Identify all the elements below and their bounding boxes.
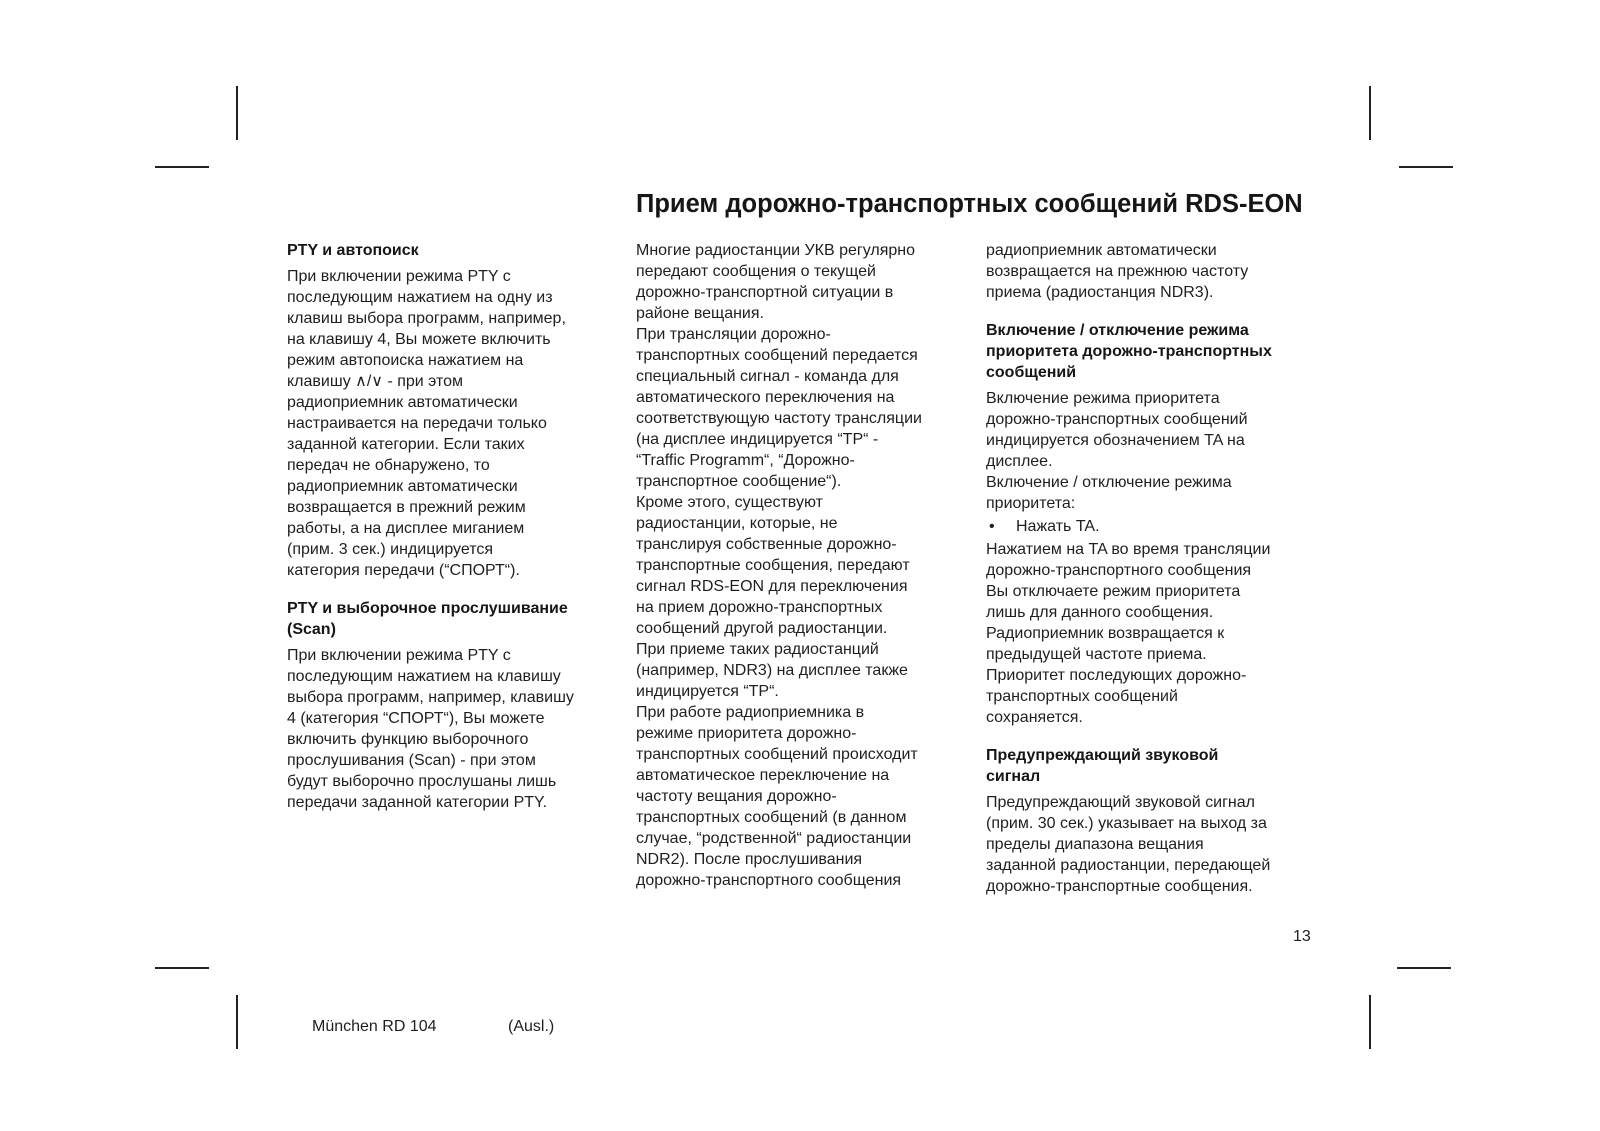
section-heading-ta-priority <box>986 320 1326 383</box>
text-line: передают сообщения о текущей <box>636 263 876 280</box>
text-line: частоту вещания дорожно- <box>636 788 837 805</box>
text-line: последующим нажатием на клавишу <box>287 668 561 685</box>
text-line: лишь для данного сообщения. <box>986 604 1214 621</box>
text-line: транспортных сообщений <box>986 688 1178 705</box>
text-line: транспортное сообщение“). <box>636 473 842 490</box>
section-heading-warning-signal <box>986 745 1326 787</box>
heading-line: (Scan) <box>287 621 336 638</box>
paragraph-warning-signal <box>986 792 1326 897</box>
paragraph-traffic-info <box>636 240 971 891</box>
text-line: прослушивания (Scan) - при этом <box>287 752 536 769</box>
text-line: настраивается на передачи только <box>287 415 547 432</box>
text-line: на прием дорожно-транспортных <box>636 599 883 616</box>
text-line: 4 (категория “СПОРТ“), Вы можете <box>287 710 545 727</box>
crop-mark-bottom-left-horizontal <box>155 967 209 969</box>
text-line: сообщений другой радиостанции. <box>636 620 888 637</box>
text-line: транспортные сообщения, передают <box>636 557 910 574</box>
crop-mark-bottom-left-vertical <box>236 995 238 1049</box>
text-line: (на дисплее индицируется “TP“ - <box>636 431 879 448</box>
crop-mark-top-right-vertical <box>1369 86 1371 140</box>
text-line: транспортных сообщений передается <box>636 347 918 364</box>
text-line: передачи заданной категории PTY. <box>287 794 548 811</box>
text-line: (прим. 30 сек.) указывает на выход за <box>986 815 1267 832</box>
text-line: специальный сигнал - команда для <box>636 368 899 385</box>
text-line: дорожно-транспортного сообщения <box>986 562 1252 579</box>
text-line: выбора программ, например, клавишу <box>287 689 574 706</box>
text-line: Вы отключаете режим приоритета <box>986 583 1241 600</box>
text-line: Приоритет последующих дорожно- <box>986 667 1247 684</box>
text-line: автоматического переключения на <box>636 389 895 406</box>
text-line: режиме приоритета дорожно- <box>636 725 857 742</box>
text-line: возвращается на прежнюю частоту <box>986 263 1249 280</box>
crop-mark-bottom-right-vertical <box>1369 995 1371 1049</box>
text-line: пределы диапазона вещания <box>986 836 1204 853</box>
text-line: автоматическое переключение на <box>636 767 890 784</box>
text-line: “Traffic Programm“, “Дорожно- <box>636 452 855 469</box>
text-line: Включение режима приоритета <box>986 390 1220 407</box>
text-line: При приеме таких радиостанций <box>636 641 879 658</box>
text-line: индицируется “TP“. <box>636 683 779 700</box>
list-item-text: Нажать TA. <box>1016 518 1100 535</box>
text-line: дорожно-транспортных сообщений <box>986 411 1248 428</box>
text-line: (прим. 3 сек.) индицируется <box>287 541 494 558</box>
text-line: режим автопоиска нажатием на <box>287 352 524 369</box>
text-line: Многие радиостанции УКВ регулярно <box>636 242 916 259</box>
text-line: радиоприемник автоматически <box>287 394 518 411</box>
text-line: транспортных сообщений (в данном <box>636 809 907 826</box>
column-right <box>986 240 1326 897</box>
text-line: включить функцию выборочного <box>287 731 529 748</box>
text-line: радиоприемник автоматически <box>287 478 518 495</box>
paragraph-ta-press <box>986 539 1326 728</box>
text-line: приема (радиостанция NDR3). <box>986 284 1214 301</box>
heading-line: сообщений <box>986 364 1077 381</box>
text-line: дорожно-транспортной ситуации в <box>636 284 894 301</box>
text-line: (например, NDR3) на дисплее также <box>636 662 908 679</box>
footer-model-name: München RD 104 <box>312 1018 437 1035</box>
text-line: случае, “родственной“ радиостанции <box>636 830 912 847</box>
text-line: При работе радиоприемника в <box>636 704 865 721</box>
heading-line: PTY и выборочное прослушивание <box>287 600 568 617</box>
text-line: При включении режима PTY с <box>287 268 511 285</box>
column-left <box>287 240 622 813</box>
text-line: дисплее. <box>986 453 1053 470</box>
text-line: будут выборочно прослушаны лишь <box>287 773 557 790</box>
paragraph-ta-priority <box>986 388 1326 514</box>
paragraph-pty-autosearch <box>287 266 622 581</box>
text-line: передач не обнаружено, то <box>287 457 490 474</box>
text-line: сохраняется. <box>986 709 1083 726</box>
text-line: сигнал RDS-EON для переключения <box>636 578 908 595</box>
text-line: При включении режима PTY с <box>287 647 511 664</box>
footer-note: (Ausl.) <box>508 1018 555 1035</box>
paragraph-return-frequency <box>986 240 1326 303</box>
text-line: радиостанции, которые, не <box>636 515 838 532</box>
text-line: возвращается в прежний режим <box>287 499 526 516</box>
text-line: Нажатием на TA во время трансляции <box>986 541 1271 558</box>
text-line: заданной радиостанции, передающей <box>986 857 1271 874</box>
heading-line: Предупреждающий звуковой <box>986 747 1219 764</box>
text-line: дорожно-транспортного сообщения <box>636 872 902 889</box>
heading-line: сигнал <box>986 768 1041 785</box>
text-line: на клавишу 4, Вы можете включить <box>287 331 551 348</box>
text-line: NDR2). После прослушивания <box>636 851 863 868</box>
crop-mark-top-right-horizontal <box>1399 166 1453 168</box>
bullet-icon: • <box>989 518 995 535</box>
section-heading-pty-autosearch: PTY и автопоиск <box>287 242 419 259</box>
text-line: категория передачи (“СПОРТ“). <box>287 562 520 579</box>
text-line: Включение / отключение режима <box>986 474 1232 491</box>
text-line: При трансляции дорожно- <box>636 326 831 343</box>
text-line: Радиоприемник возвращается к <box>986 625 1225 642</box>
list-item-press-ta <box>986 516 1326 537</box>
text-line: клавиш выбора программ, например, <box>287 310 566 327</box>
section-heading-pty-scan <box>287 598 622 640</box>
text-line: клавишу ∧/∨ - при этом <box>287 373 464 390</box>
crop-mark-top-left-horizontal <box>155 166 209 168</box>
heading-line: Включение / отключение режима <box>986 322 1249 339</box>
crop-mark-top-left-vertical <box>236 86 238 140</box>
text-line: соответствующую частоту трансляции <box>636 410 922 427</box>
text-line: последующим нажатием на одну из <box>287 289 553 306</box>
text-line: индицируется обозначением TA на <box>986 432 1245 449</box>
text-line: Предупреждающий звуковой сигнал <box>986 794 1255 811</box>
page-number: 13 <box>1293 928 1311 945</box>
text-line: работы, а на дисплее миганием <box>287 520 525 537</box>
column-middle <box>636 240 971 891</box>
text-line: заданной категории. Если таких <box>287 436 525 453</box>
text-line: районе вещания. <box>636 305 764 322</box>
text-line: дорожно-транспортные сообщения. <box>986 878 1253 895</box>
page-title: Прием дорожно-транспортных сообщений RDS-EON <box>636 190 1303 218</box>
text-line: приоритета: <box>986 495 1076 512</box>
text-line: транспортных сообщений происходит <box>636 746 918 763</box>
text-line: предыдущей частоте приема. <box>986 646 1207 663</box>
text-line: радиоприемник автоматически <box>986 242 1217 259</box>
text-line: Кроме этого, существуют <box>636 494 823 511</box>
crop-mark-bottom-right-horizontal <box>1397 967 1451 969</box>
paragraph-pty-scan <box>287 645 622 813</box>
heading-line: приоритета дорожно-транспортных <box>986 343 1272 360</box>
text-line: транслируя собственные дорожно- <box>636 536 897 553</box>
